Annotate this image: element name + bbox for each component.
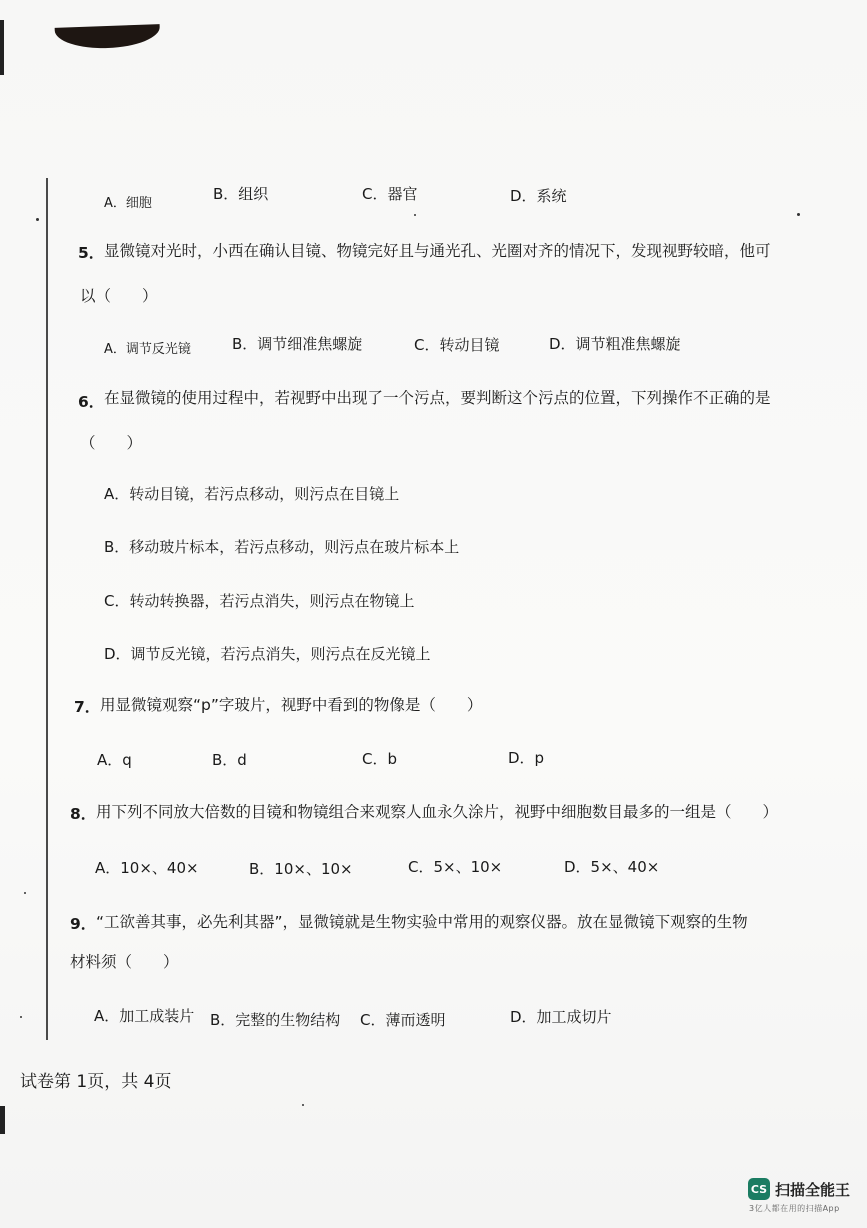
q6-number: 6． [78,393,105,411]
q6-option-a: A．转动目镜，若污点移动，则污点在目镜上 [104,485,400,503]
q8-option-c: C．5×、10× [408,858,503,876]
q9-option-b: B．完整的生物结构 [210,1011,341,1029]
q8-option-d: D．5×、40× [564,858,660,876]
scan-speck [302,1104,304,1106]
scan-edge-bottom [0,1106,5,1134]
q5-number: 5． [78,244,105,262]
scan-speck [24,892,26,894]
page-number-footer: 试卷第 1页，共 4页 [20,1072,172,1092]
q5-stem-line2: 以（ ） [80,287,158,305]
q7-option-c: C．b [362,750,397,768]
camscanner-logo-icon: CS [748,1178,770,1200]
q7-number: 7． [74,698,101,716]
q5-option-b: B．调节细准焦螺旋 [232,335,363,353]
q4-option-b: B．组织 [213,185,269,203]
q5-stem-line1: 显微镜对光时，小西在确认目镜、物镜完好且与通光孔、光圈对齐的情况下，发现视野较暗，他可 [104,242,771,260]
q5-option-a: A．调节反光镜 [104,342,191,357]
watermark-tagline: 3亿人都在用的扫描App [749,1204,840,1213]
q5-option-d: D．调节粗准焦螺旋 [549,335,681,353]
q9-stem-line1: “工欲善其事，必先利其器”，显微镜就是生物实验中常用的观察仪器。放在显微镜下观察的生物 [96,913,748,931]
q9-stem-line2: 材料须（ ） [70,953,179,971]
q6-stem-line1: 在显微镜的使用过程中，若视野中出现了一个污点，要判断这个污点的位置，下列操作不正确的是 [104,389,771,407]
q7-option-d: D．p [508,749,545,767]
q7-option-b: B．d [212,751,247,769]
q9-option-d: D．加工成切片 [510,1008,612,1026]
scan-shadow [55,24,161,50]
q6-stem-line2: （ ） [80,434,143,452]
scanner-watermark [748,1178,858,1218]
scan-edge-top [0,20,4,75]
scan-speck [797,213,800,216]
q7-option-a: A．q [97,751,132,769]
q9-number: 9． [70,915,97,933]
q5-option-c: C．转动目镜 [414,336,500,354]
q8-number: 8． [70,805,97,823]
q7-stem: 用显微镜观察“p”字玻片，视野中看到的物像是（ ） [100,696,483,714]
watermark-name: 扫描全能王 [775,1181,851,1199]
q8-option-a: A．10×、40× [95,859,199,877]
q8-option-b: B．10×、10× [249,860,353,878]
q9-option-c: C．薄而透明 [360,1011,446,1029]
q4-option-a: A．细胞 [104,196,152,211]
q6-option-d: D．调节反光镜，若污点消失，则污点在反光镜上 [104,645,431,663]
margin-line [46,178,48,1040]
q8-stem: 用下列不同放大倍数的目镜和物镜组合来观察人血永久涂片，视野中细胞数目最多的一组是（ ） [96,803,779,821]
q4-option-c: C．器官 [362,185,418,203]
q6-option-c: C．转动转换器，若污点消失，则污点在物镜上 [104,592,415,610]
scan-speck [36,218,39,221]
q4-option-d: D．系统 [510,187,567,205]
q6-option-b: B．移动玻片标本，若污点移动，则污点在玻片标本上 [104,538,460,556]
scan-speck [20,1016,22,1018]
q9-option-a: A．加工成装片 [94,1007,195,1025]
scan-speck [414,214,416,216]
